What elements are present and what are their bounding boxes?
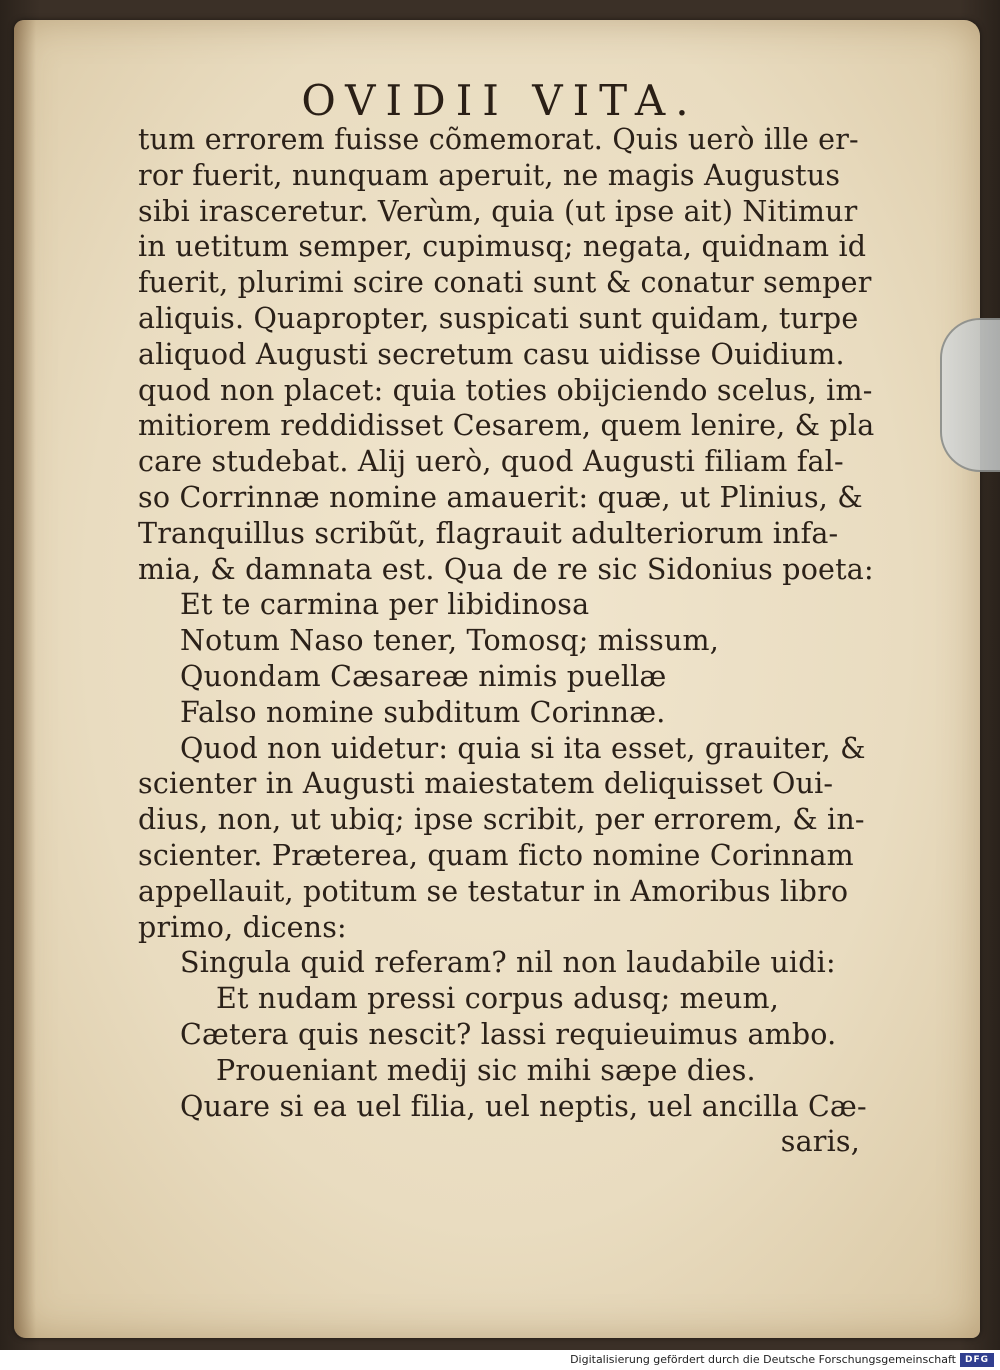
running-head: OVIDII VITA. bbox=[301, 76, 699, 125]
text-line: sibi irasceretur. Verùm, quia (ut ipse ait) Nitimur bbox=[138, 194, 858, 228]
text-line: mitiorem reddidisset Cesarem, quem lenire, & pla bbox=[138, 409, 875, 443]
verse-line: Et te carmina per libidinosa bbox=[180, 588, 590, 622]
body-text bbox=[138, 122, 875, 1160]
verse-line: Proueniant medij sic mihi sæpe dies. bbox=[216, 1053, 756, 1087]
text-line: so Corrinnæ nomine amauerit: quæ, ut Plinius, & bbox=[138, 480, 863, 514]
funding-credit: Digitalisierung gefördert durch die Deutsche Forschungsgemeinschaft bbox=[570, 1353, 956, 1366]
text-line: Tranquillus scribũt, flagrauit adulteriorum infa- bbox=[138, 516, 839, 550]
text-line: quod non placet: quia toties obijciendo scelus, im- bbox=[138, 373, 873, 407]
text-line: aliquis. Quapropter, suspicati sunt quidam, turpe bbox=[138, 301, 859, 335]
text-line: mia, & damnata est. Qua de re sic Sidonius poeta: bbox=[138, 552, 874, 586]
text-line: aliquod Augusti secretum casu uidisse Ouidium. bbox=[138, 337, 845, 371]
text-line: primo, dicens: bbox=[138, 910, 347, 944]
dfg-logo: DFG bbox=[960, 1353, 994, 1367]
text-line: ror fuerit, nunquam aperuit, ne magis Augustus bbox=[138, 158, 841, 192]
text-line: tum errorem fuisse cõmemorat. Quis uerò ille er- bbox=[138, 123, 859, 156]
text-line: care studebat. Alij uerò, quod Augusti filiam fal- bbox=[138, 445, 844, 479]
text-line: Quare si ea uel filia, uel neptis, uel ancilla Cæ- bbox=[180, 1089, 867, 1123]
verse-line: Singula quid referam? nil non laudabile uidi: bbox=[180, 946, 836, 980]
verse-line: Falso nomine subditum Corinnæ. bbox=[180, 695, 666, 729]
text-line: Quod non uidetur: quia si ita esset, grauiter, & bbox=[180, 731, 866, 765]
text-line: in uetitum semper, cupimusq; negata, quidnam id bbox=[138, 230, 867, 264]
verse-line: Quondam Cæsareæ nimis puellæ bbox=[180, 659, 667, 693]
footer-bar bbox=[0, 1350, 1000, 1370]
text-line: dius, non, ut ubiq; ipse scribit, per errorem, & in- bbox=[138, 803, 865, 837]
text-line: scienter in Augusti maiestatem deliquisset Oui- bbox=[138, 767, 834, 801]
catchword: saris, bbox=[780, 1125, 860, 1159]
page-tab-marker bbox=[940, 318, 1000, 472]
text-line: fuerit, plurimi scire conati sunt & conatur semper bbox=[138, 266, 872, 300]
verse-line: Et nudam pressi corpus adusq; meum, bbox=[216, 982, 779, 1016]
verse-line: Cætera quis nescit? lassi requieuimus ambo. bbox=[180, 1017, 837, 1051]
text-line: appellauit, potitum se testatur in Amoribus libro bbox=[138, 874, 849, 908]
text-line: scienter. Præterea, quam ficto nomine Corinnam bbox=[138, 838, 854, 872]
page-gutter-shadow bbox=[14, 20, 36, 1338]
verse-line: Notum Naso tener, Tomosq; missum, bbox=[180, 624, 720, 658]
